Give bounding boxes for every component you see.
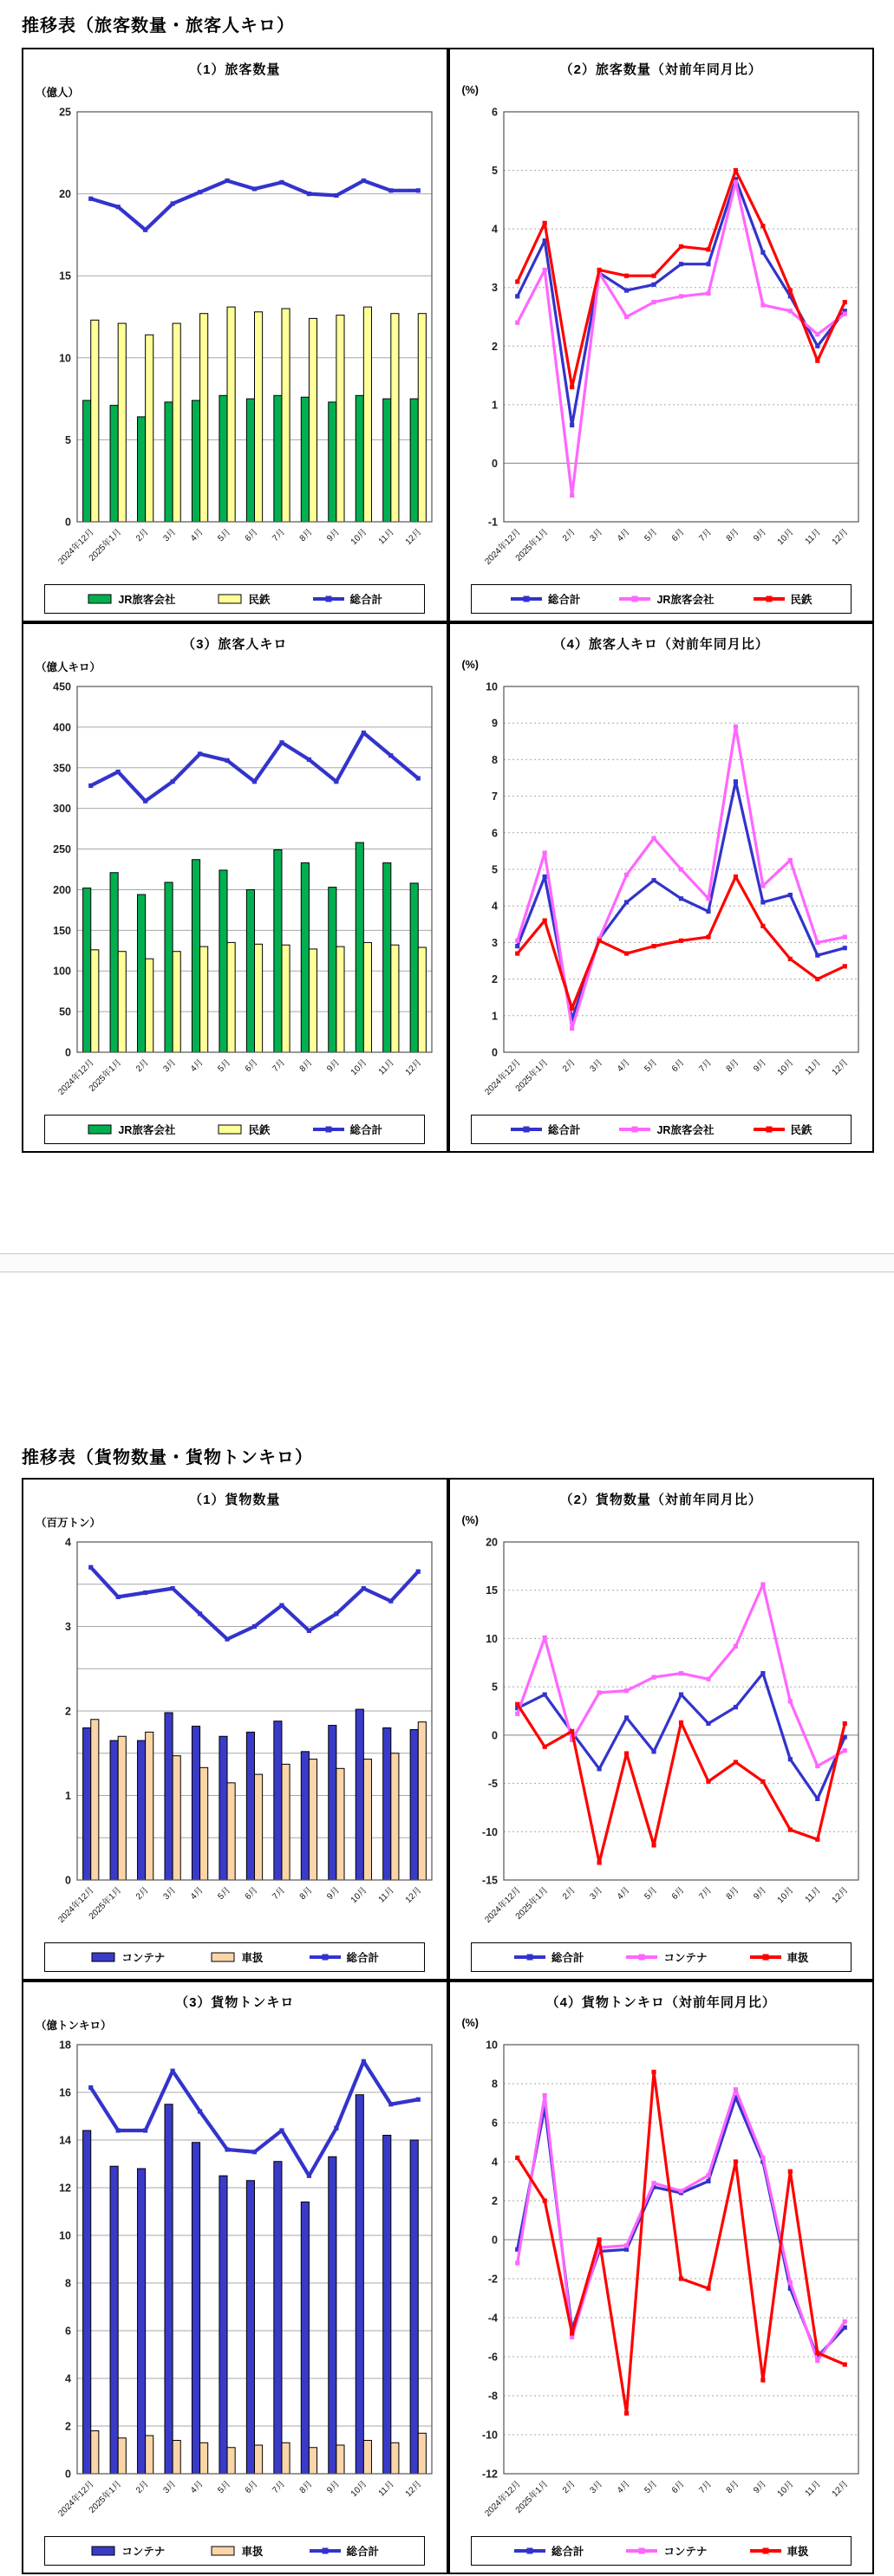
legend-item [753,591,812,607]
legend-item [312,1122,383,1137]
svg-text:5: 5 [491,863,498,876]
legend-label: 総合計 [547,594,581,606]
chart-unit-label: （億人キロ） [36,661,101,673]
legend-swatch [749,1951,782,1963]
svg-text:6月: 6月 [669,527,687,544]
svg-text:2月: 2月 [560,2479,578,2496]
svg-text:150: 150 [53,924,71,937]
chart-title: （3）貨物トンキロ [175,1995,295,2010]
svg-text:3: 3 [65,1621,71,1633]
chart-legend [44,1115,425,1144]
svg-text:10月: 10月 [775,1057,795,1078]
svg-text:2025年1月: 2025年1月 [513,2479,550,2515]
svg-text:0: 0 [65,1874,71,1887]
legend-swatch [753,1123,786,1135]
section2-title: 推移表（貨物数量・貨物トンキロ） [22,1448,313,1467]
svg-text:9月: 9月 [751,1057,768,1075]
legend-label: コンテナ [663,2546,708,2558]
svg-text:11月: 11月 [803,1885,823,1905]
svg-text:12月: 12月 [830,2479,850,2500]
svg-text:0: 0 [65,1046,71,1059]
svg-text:2月: 2月 [560,527,578,544]
legend-swatch [87,593,113,605]
svg-text:8月: 8月 [297,2479,315,2496]
svg-text:6: 6 [65,2325,71,2338]
svg-text:350: 350 [53,762,71,775]
svg-text:8月: 8月 [724,527,741,544]
svg-text:6月: 6月 [243,1885,260,1903]
svg-text:300: 300 [53,803,71,816]
svg-text:10: 10 [485,680,498,693]
chart-title: （4）貨物トンキロ（対前年同月比） [545,1995,776,2010]
legend-label: 総合計 [551,2546,584,2558]
svg-text:-12: -12 [481,2468,498,2481]
svg-text:2024年12月: 2024年12月 [482,527,523,567]
legend-label: JR旅客会社 [118,594,176,606]
svg-text:4月: 4月 [188,1057,206,1075]
svg-text:2月: 2月 [560,1885,578,1903]
svg-text:200: 200 [53,883,71,896]
svg-text:10: 10 [59,352,71,365]
chart-legend [44,2536,425,2566]
chart-legend [44,584,425,614]
svg-text:7月: 7月 [271,2479,288,2496]
legend-swatch [625,1951,658,1963]
svg-text:2: 2 [491,973,498,986]
svg-text:5月: 5月 [216,1057,233,1075]
svg-text:10: 10 [485,2039,498,2052]
svg-text:2024年12月: 2024年12月 [56,527,96,567]
legend-item [210,2543,263,2559]
svg-text:450: 450 [53,680,71,693]
legend-label: 民鉄 [790,594,812,606]
svg-text:9月: 9月 [751,2479,768,2496]
legend-item [309,1949,380,1965]
legend-swatch [90,2545,116,2557]
svg-text:2025年1月: 2025年1月 [513,1885,550,1922]
svg-text:0: 0 [491,1046,498,1059]
chart-legend [471,1115,852,1144]
legend-label: 総合計 [551,1952,584,1964]
chart-panel-freight-volume [22,1478,448,1981]
legend-swatch [513,1951,546,1963]
svg-text:100: 100 [53,965,71,978]
legend-swatch [510,1123,543,1135]
chart-title: （1）旅客数量 [189,62,281,77]
chart-unit-label: (%) [461,84,479,96]
svg-text:6月: 6月 [243,2479,260,2496]
chart-canvas [455,680,869,1106]
svg-text:9月: 9月 [325,527,343,544]
svg-text:7月: 7月 [271,527,288,544]
svg-text:2: 2 [65,2420,71,2433]
legend-item [749,2543,809,2559]
svg-text:2月: 2月 [560,1057,578,1075]
svg-text:25: 25 [59,106,71,119]
svg-text:9月: 9月 [751,527,768,544]
svg-text:0: 0 [491,1729,498,1742]
svg-text:5月: 5月 [642,2479,659,2496]
svg-text:5月: 5月 [642,1057,659,1075]
svg-text:2024年12月: 2024年12月 [482,1885,523,1925]
legend-item [753,1122,812,1137]
legend-item [749,1949,809,1965]
svg-text:4月: 4月 [615,1885,632,1903]
svg-text:7月: 7月 [696,1885,714,1903]
svg-text:6: 6 [491,106,498,119]
svg-text:9月: 9月 [325,1885,343,1903]
svg-text:5: 5 [65,433,71,446]
legend-swatch [513,2545,546,2557]
svg-text:15: 15 [485,1584,498,1597]
legend-item [510,591,581,607]
legend-swatch [312,1123,345,1135]
legend-item [217,591,270,607]
legend-item [87,1122,175,1137]
legend-label: 総合計 [349,594,383,606]
svg-text:2024年12月: 2024年12月 [56,1057,96,1097]
legend-item [312,591,383,607]
chart-unit-label: （百万トン） [36,1517,101,1529]
svg-text:10月: 10月 [775,527,795,548]
chart-legend [44,1942,425,1972]
chart-panel-passenger-km-yoy [448,622,875,1153]
svg-text:8月: 8月 [724,1885,741,1903]
legend-item [513,2543,584,2559]
svg-text:10月: 10月 [349,1885,369,1906]
legend-swatch [90,1951,116,1963]
chart-canvas [455,2038,869,2527]
svg-text:8: 8 [65,2277,71,2290]
svg-text:8月: 8月 [297,527,315,544]
svg-text:2月: 2月 [134,2479,151,2496]
svg-text:3月: 3月 [161,1885,179,1903]
svg-text:12: 12 [59,2182,71,2195]
legend-swatch [309,1951,342,1963]
legend-swatch [87,1123,113,1135]
svg-text:5: 5 [491,1681,498,1694]
svg-text:2: 2 [491,2195,498,2208]
legend-swatch [618,1123,651,1135]
chart-canvas [455,105,869,576]
svg-text:9: 9 [491,717,498,730]
svg-text:7月: 7月 [696,527,714,544]
legend-item [510,1122,581,1137]
chart-unit-label: （億トンキロ） [36,2020,112,2032]
svg-text:1: 1 [491,1010,498,1023]
legend-label: 総合計 [547,1124,581,1136]
legend-swatch [210,2545,236,2557]
legend-label: コンテナ [121,1952,166,1964]
svg-text:12月: 12月 [403,1885,424,1906]
chart-title: （2）旅客数量（対前年同月比） [559,62,762,77]
svg-text:4月: 4月 [615,1057,632,1075]
chart-unit-label: (%) [461,659,479,671]
legend-item [625,2543,707,2559]
legend-label: 総合計 [349,1124,383,1136]
svg-text:3月: 3月 [161,2479,179,2496]
chart-unit-label: （億人） [36,87,80,99]
legend-label: 車扱 [241,1952,264,1964]
svg-text:10月: 10月 [349,1057,369,1078]
chart-panel-freight-volume-yoy [448,1478,875,1981]
legend-swatch [210,1951,236,1963]
svg-text:8月: 8月 [297,1885,315,1903]
chart-canvas [29,1535,442,1934]
svg-text:-6: -6 [487,2351,498,2364]
legend-item [625,1949,707,1965]
svg-text:3月: 3月 [587,527,604,544]
svg-text:10: 10 [485,1632,498,1645]
chart-panel-freight-ton-km-yoy [448,1981,875,2574]
report-page [0,16,894,2574]
svg-text:12月: 12月 [830,527,850,548]
svg-text:2月: 2月 [134,1885,151,1903]
legend-item [87,591,175,607]
svg-text:3月: 3月 [587,2479,604,2496]
chart-legend [471,1942,852,1972]
chart-title: （2）貨物数量（対前年同月比） [559,1493,762,1507]
legend-label: 総合計 [346,2546,380,2558]
svg-text:-10: -10 [481,2429,498,2442]
legend-label: 民鉄 [248,1124,271,1136]
svg-text:11月: 11月 [376,527,396,547]
legend-item [309,2543,380,2559]
svg-text:2025年1月: 2025年1月 [87,1885,124,1922]
svg-text:2024年12月: 2024年12月 [56,1885,96,1925]
legend-swatch [217,593,243,605]
svg-text:-4: -4 [487,2312,498,2325]
legend-item [210,1949,263,1965]
section1-title: 推移表（旅客数量・旅客人キロ） [22,16,295,36]
legend-label: 総合計 [346,1952,380,1964]
legend-swatch [312,593,345,605]
legend-label: 民鉄 [790,1124,812,1136]
svg-text:2025年1月: 2025年1月 [87,2479,124,2515]
svg-text:11月: 11月 [803,527,823,547]
svg-text:2024年12月: 2024年12月 [56,2479,96,2519]
legend-swatch [618,593,651,605]
legend-swatch [753,593,786,605]
chart-panel-passenger-volume-yoy [448,48,875,622]
svg-text:4月: 4月 [615,2479,632,2496]
svg-text:9月: 9月 [325,1057,343,1075]
chart-legend [471,2536,852,2566]
svg-text:1: 1 [65,1790,71,1802]
svg-text:10月: 10月 [349,2479,369,2500]
svg-text:3月: 3月 [161,1057,179,1075]
svg-text:-15: -15 [481,1874,498,1887]
svg-text:3月: 3月 [587,1885,604,1903]
legend-swatch [625,2545,658,2557]
legend-item [618,591,714,607]
chart-unit-label: (%) [461,2017,479,2029]
svg-text:5月: 5月 [216,1885,233,1903]
svg-text:16: 16 [59,2086,71,2099]
svg-text:20: 20 [485,1536,498,1549]
svg-text:4: 4 [65,1536,71,1549]
svg-text:0: 0 [491,457,498,470]
chart-canvas [29,2038,442,2527]
svg-text:1: 1 [491,399,498,412]
svg-text:11月: 11月 [376,1057,396,1077]
legend-label: コンテナ [663,1952,708,1964]
legend-item [513,1949,584,1965]
svg-text:11月: 11月 [376,2479,396,2499]
legend-label: 車扱 [786,2546,809,2558]
svg-text:5月: 5月 [216,527,233,544]
svg-text:6月: 6月 [243,1057,260,1075]
svg-text:20: 20 [59,188,71,201]
svg-text:2月: 2月 [134,1057,151,1075]
chart-title: （1）貨物数量 [189,1493,281,1507]
svg-text:8月: 8月 [724,1057,741,1075]
svg-text:7月: 7月 [271,1885,288,1903]
svg-text:400: 400 [53,721,71,734]
svg-text:9月: 9月 [325,2479,343,2496]
chart-canvas [29,105,442,576]
svg-text:7: 7 [491,790,498,803]
svg-text:3: 3 [491,282,498,295]
page-separator [0,1253,894,1272]
svg-text:3: 3 [491,936,498,949]
svg-text:5月: 5月 [642,527,659,544]
chart-title: （3）旅客人キロ [182,637,288,652]
svg-text:3月: 3月 [161,527,179,544]
svg-text:-1: -1 [487,516,498,529]
svg-text:11月: 11月 [376,1885,396,1905]
svg-text:14: 14 [59,2134,71,2147]
svg-text:7月: 7月 [271,1057,288,1075]
svg-text:10月: 10月 [349,527,369,548]
passenger-chart-grid [22,48,874,1153]
svg-text:5月: 5月 [216,2479,233,2496]
svg-text:6月: 6月 [669,1057,687,1075]
svg-text:12月: 12月 [403,2479,424,2500]
svg-text:6月: 6月 [669,2479,687,2496]
svg-text:8月: 8月 [724,2479,741,2496]
svg-text:9月: 9月 [751,1885,768,1903]
legend-item [618,1122,714,1137]
chart-panel-passenger-km [22,622,448,1153]
svg-text:4: 4 [491,900,498,913]
svg-text:4月: 4月 [615,527,632,544]
svg-text:12月: 12月 [830,1885,850,1906]
svg-text:18: 18 [59,2039,71,2052]
svg-text:2024年12月: 2024年12月 [482,2479,523,2519]
svg-text:-2: -2 [487,2273,498,2286]
svg-text:4月: 4月 [188,1885,206,1903]
legend-label: JR旅客会社 [118,1124,176,1136]
svg-text:-10: -10 [481,1825,498,1838]
svg-text:8: 8 [491,2078,498,2091]
chart-title: （4）旅客人キロ（対前年同月比） [552,637,769,652]
svg-text:12月: 12月 [403,1057,424,1078]
svg-text:2025年1月: 2025年1月 [513,527,550,563]
svg-text:11月: 11月 [803,2479,823,2499]
svg-text:7月: 7月 [696,2479,714,2496]
legend-swatch [217,1123,243,1135]
svg-text:4: 4 [65,2372,71,2385]
svg-text:5: 5 [491,165,498,178]
svg-text:50: 50 [59,1005,71,1018]
legend-item [90,2543,165,2559]
svg-text:3月: 3月 [587,1057,604,1075]
svg-text:2月: 2月 [134,527,151,544]
svg-text:4: 4 [491,223,498,236]
svg-text:12月: 12月 [830,1057,850,1078]
legend-swatch [749,2545,782,2557]
svg-text:0: 0 [65,2468,71,2481]
legend-item [90,1949,165,1965]
legend-label: JR旅客会社 [656,594,715,606]
legend-swatch [309,2545,342,2557]
svg-text:6: 6 [491,827,498,840]
svg-text:8: 8 [491,753,498,766]
svg-text:-8: -8 [487,2390,498,2403]
svg-text:11月: 11月 [803,1057,823,1077]
svg-text:6月: 6月 [669,1885,687,1903]
svg-text:4月: 4月 [188,527,206,544]
freight-chart-grid [22,1478,874,2574]
svg-text:12月: 12月 [403,527,424,548]
svg-text:6月: 6月 [243,527,260,544]
chart-canvas [455,1535,869,1934]
svg-text:2025年1月: 2025年1月 [87,527,124,563]
svg-text:6: 6 [491,2117,498,2130]
chart-panel-freight-ton-km [22,1981,448,2574]
legend-label: 車扱 [786,1952,809,1964]
legend-label: 民鉄 [248,594,271,606]
svg-text:2025年1月: 2025年1月 [87,1057,124,1094]
svg-text:15: 15 [59,270,71,283]
svg-text:-5: -5 [487,1778,498,1791]
svg-text:2: 2 [65,1705,71,1718]
svg-text:2025年1月: 2025年1月 [513,1057,550,1094]
svg-text:10: 10 [59,2229,71,2242]
chart-unit-label: (%) [461,1514,479,1526]
legend-label: 車扱 [241,2546,264,2558]
svg-text:4: 4 [491,2156,498,2169]
svg-text:7月: 7月 [696,1057,714,1075]
legend-label: JR旅客会社 [656,1124,715,1136]
svg-text:10月: 10月 [775,1885,795,1906]
svg-text:5月: 5月 [642,1885,659,1903]
svg-text:250: 250 [53,843,71,856]
svg-text:0: 0 [491,2234,498,2247]
svg-text:0: 0 [65,516,71,529]
svg-text:2: 2 [491,340,498,353]
legend-swatch [510,593,543,605]
svg-text:8月: 8月 [297,1057,315,1075]
svg-text:4月: 4月 [188,2479,206,2496]
legend-item [217,1122,270,1137]
legend-label: コンテナ [121,2546,166,2558]
chart-panel-passenger-volume [22,48,448,622]
chart-canvas [29,680,442,1106]
chart-legend [471,584,852,614]
svg-text:10月: 10月 [775,2479,795,2500]
svg-text:2024年12月: 2024年12月 [482,1057,523,1097]
